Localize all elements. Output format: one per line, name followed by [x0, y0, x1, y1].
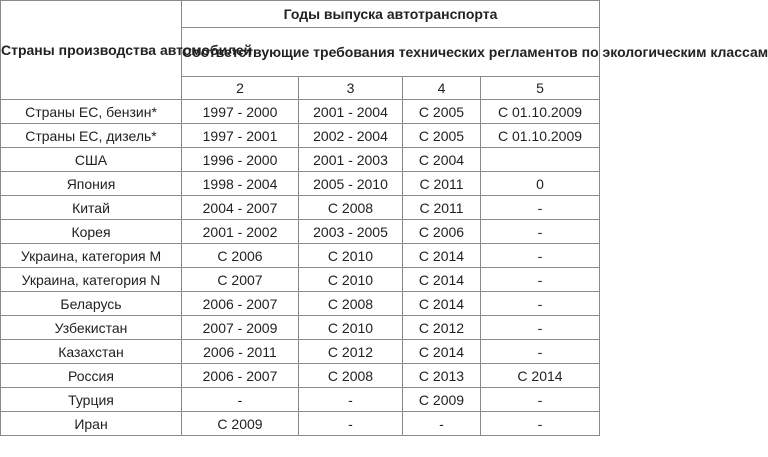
- class-3-cell: С 2012: [299, 340, 403, 364]
- class-2-cell: С 2007: [182, 268, 299, 292]
- class-4-cell: С 2005: [403, 124, 481, 148]
- class-3-cell: 2005 - 2010: [299, 172, 403, 196]
- country-cell: США: [1, 148, 182, 172]
- class-5-cell: -: [481, 340, 600, 364]
- table-row: [1, 316, 600, 340]
- class-5-cell: [481, 148, 600, 172]
- class-4-cell: С 2012: [403, 316, 481, 340]
- country-cell: Узбекистан: [1, 316, 182, 340]
- country-column-header: Страны производства автомобилей: [1, 1, 182, 100]
- country-cell: Казахстан: [1, 340, 182, 364]
- class-2-cell: 2004 - 2007: [182, 196, 299, 220]
- country-cell: Россия: [1, 364, 182, 388]
- class-2-cell: 2006 - 2011: [182, 340, 299, 364]
- table-row: [1, 148, 600, 172]
- class-4-cell: С 2014: [403, 268, 481, 292]
- table-row: [1, 196, 600, 220]
- table-row: [1, 172, 600, 196]
- table-row: [1, 412, 600, 436]
- country-cell: Япония: [1, 172, 182, 196]
- class-3-cell: -: [299, 388, 403, 412]
- class-4-header: 4: [403, 77, 481, 100]
- class-2-cell: 1997 - 2000: [182, 100, 299, 124]
- class-5-cell: С 01.10.2009: [481, 100, 600, 124]
- class-2-cell: 2001 - 2002: [182, 220, 299, 244]
- requirements-header: Соответствующие требования технических регламентов по экологическим классам: [182, 28, 600, 77]
- class-3-cell: С 2008: [299, 196, 403, 220]
- class-4-cell: С 2014: [403, 244, 481, 268]
- class-3-cell: 2001 - 2003: [299, 148, 403, 172]
- class-4-cell: С 2004: [403, 148, 481, 172]
- class-3-cell: С 2008: [299, 364, 403, 388]
- class-4-cell: С 2005: [403, 100, 481, 124]
- class-5-cell: -: [481, 244, 600, 268]
- class-5-cell: -: [481, 316, 600, 340]
- class-2-cell: 1997 - 2001: [182, 124, 299, 148]
- class-5-cell: 0: [481, 172, 600, 196]
- class-3-cell: 2001 - 2004: [299, 100, 403, 124]
- class-3-cell: -: [299, 412, 403, 436]
- class-2-cell: С 2006: [182, 244, 299, 268]
- country-cell: Китай: [1, 196, 182, 220]
- class-2-cell: 1998 - 2004: [182, 172, 299, 196]
- class-4-cell: С 2011: [403, 196, 481, 220]
- class-2-cell: 2006 - 2007: [182, 364, 299, 388]
- class-3-cell: С 2010: [299, 244, 403, 268]
- class-5-header: 5: [481, 77, 600, 100]
- class-5-cell: -: [481, 388, 600, 412]
- country-cell: Страны ЕС, бензин*: [1, 100, 182, 124]
- class-3-cell: С 2008: [299, 292, 403, 316]
- class-5-cell: -: [481, 268, 600, 292]
- class-5-cell: -: [481, 412, 600, 436]
- class-4-cell: С 2013: [403, 364, 481, 388]
- class-2-cell: 2006 - 2007: [182, 292, 299, 316]
- class-5-cell: С 2014: [481, 364, 600, 388]
- class-5-cell: -: [481, 220, 600, 244]
- class-5-cell: С 01.10.2009: [481, 124, 600, 148]
- class-3-cell: 2003 - 2005: [299, 220, 403, 244]
- country-cell: Украина, категория N: [1, 268, 182, 292]
- class-4-cell: С 2014: [403, 292, 481, 316]
- class-3-cell: С 2010: [299, 268, 403, 292]
- class-5-cell: -: [481, 292, 600, 316]
- class-3-header: 3: [299, 77, 403, 100]
- class-5-cell: -: [481, 196, 600, 220]
- table-row: [1, 244, 600, 268]
- table-row: [1, 340, 600, 364]
- class-2-cell: 2007 - 2009: [182, 316, 299, 340]
- class-4-cell: С 2014: [403, 340, 481, 364]
- class-3-cell: 2002 - 2004: [299, 124, 403, 148]
- country-cell: Беларусь: [1, 292, 182, 316]
- class-3-cell: С 2010: [299, 316, 403, 340]
- country-cell: Корея: [1, 220, 182, 244]
- years-header: Годы выпуска автотранспорта: [182, 1, 600, 28]
- country-cell: Турция: [1, 388, 182, 412]
- country-cell: Страны ЕС, дизель*: [1, 124, 182, 148]
- table-body: [1, 100, 600, 436]
- table-row: [1, 388, 600, 412]
- class-4-cell: С 2009: [403, 388, 481, 412]
- class-4-cell: С 2011: [403, 172, 481, 196]
- table-row: [1, 124, 600, 148]
- class-4-cell: -: [403, 412, 481, 436]
- class-2-header: 2: [182, 77, 299, 100]
- class-2-cell: С 2009: [182, 412, 299, 436]
- class-2-cell: 1996 - 2000: [182, 148, 299, 172]
- table-row: [1, 292, 600, 316]
- table-row: [1, 100, 600, 124]
- table-row: [1, 220, 600, 244]
- country-cell: Украина, категория M: [1, 244, 182, 268]
- table-row: [1, 364, 600, 388]
- country-cell: Иран: [1, 412, 182, 436]
- class-4-cell: С 2006: [403, 220, 481, 244]
- class-2-cell: -: [182, 388, 299, 412]
- table-row: [1, 268, 600, 292]
